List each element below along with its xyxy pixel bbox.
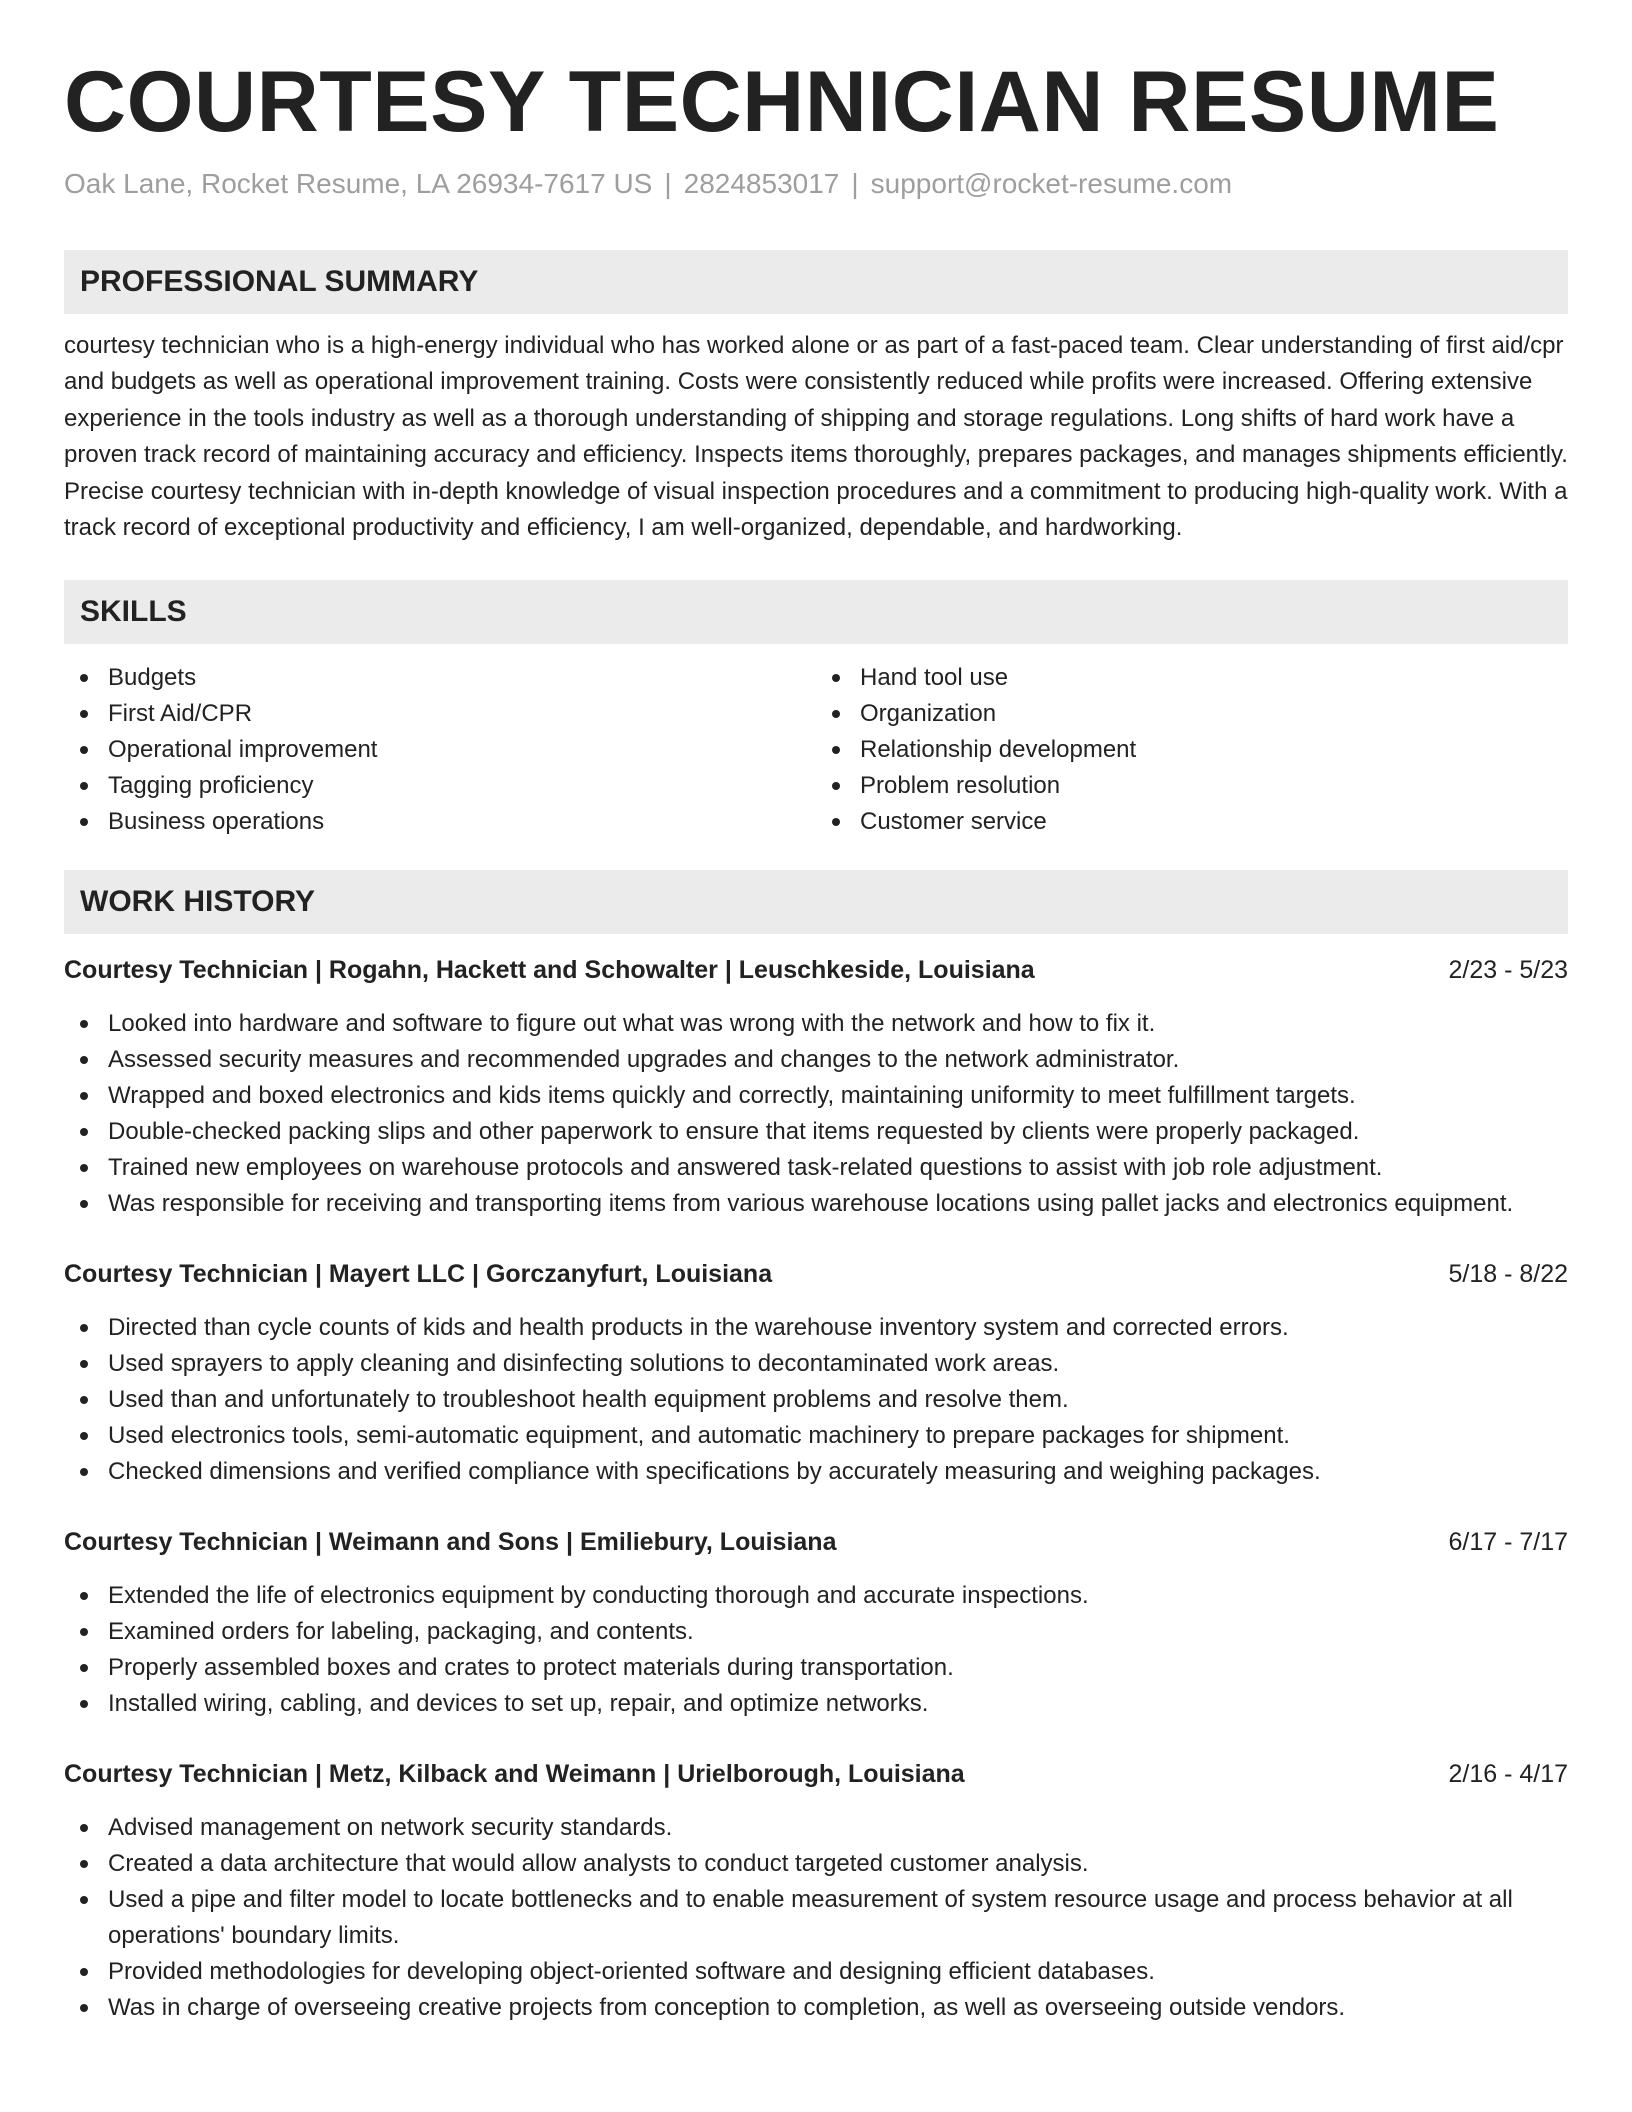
job-bullet: Was in charge of overseeing creative projects from conception to completion, as well as overseeing outside vendors. [64,1990,1568,2026]
job-entry [64,1756,1568,2026]
job-dates: 6/17 - 7/17 [1448,1528,1568,1557]
section-heading-work-history: WORK HISTORY [64,870,1568,934]
job-title: Courtesy Technician | Weimann and Sons | Emiliebury, Louisiana [64,1528,837,1557]
contact-address: Oak Lane, Rocket Resume, LA 26934-7617 US [64,168,653,199]
job-bullets [64,1310,1568,1490]
job-bullet: Used electronics tools, semi-automatic equipment, and automatic machinery to prepare packages for shipment. [64,1418,1568,1454]
job-header [64,1524,1568,1560]
job-bullet: Assessed security measures and recommended upgrades and changes to the network administrator. [64,1042,1568,1078]
summary-text: courtesy technician who is a high-energy individual who has worked alone or as part of a fast-paced team. Clear understanding of first aid/cpr and budgets as well as operational improvement training. Costs were consistently reduced while profits were increased. Offering extensive experience in the tools industry as well as a thorough understanding of shipping and storage regulations. Long shifts of hard work have a proven track record of maintaining accuracy and efficiency. Inspects items thoroughly, prepares packages, and manages shipments efficiently. Precise courtesy technician with in-depth knowledge of visual inspection procedures and a commitment to producing high-quality work. With a track record of exceptional productivity and efficiency, I am well-organized, dependable, and hardworking. [64,332,1568,542]
contact-line [64,166,1568,202]
skill-item: Customer service [816,804,1568,840]
section-heading-summary: PROFESSIONAL SUMMARY [64,250,1568,314]
skills-column-left [64,660,816,840]
skills-column-right [816,660,1568,840]
job-header [64,952,1568,988]
job-entry [64,952,1568,1222]
job-bullet: Used than and unfortunately to troubleshoot health equipment problems and resolve them. [64,1382,1568,1418]
job-bullets [64,1578,1568,1722]
job-bullets [64,1006,1568,1222]
job-dates: 5/18 - 8/22 [1448,1260,1568,1289]
job-dates: 2/16 - 4/17 [1448,1760,1568,1789]
job-bullet: Used sprayers to apply cleaning and disinfecting solutions to decontaminated work areas. [64,1346,1568,1382]
skill-item: Relationship development [816,732,1568,768]
job-bullet: Provided methodologies for developing object-oriented software and designing efficient databases. [64,1954,1568,1990]
job-bullet: Looked into hardware and software to figure out what was wrong with the network and how to fix it. [64,1006,1568,1042]
job-title: Courtesy Technician | Mayert LLC | Gorczanyfurt, Louisiana [64,1260,773,1289]
job-bullet: Extended the life of electronics equipment by conducting thorough and accurate inspections. [64,1578,1568,1614]
job-bullets [64,1810,1568,2026]
skill-item: First Aid/CPR [64,696,816,732]
job-bullet: Was responsible for receiving and transporting items from various warehouse locations using pallet jacks and electronics equipment. [64,1186,1568,1222]
job-bullet: Properly assembled boxes and crates to protect materials during transportation. [64,1650,1568,1686]
skill-item: Hand tool use [816,660,1568,696]
skill-item: Organization [816,696,1568,732]
skill-item: Operational improvement [64,732,816,768]
job-bullet: Created a data architecture that would allow analysts to conduct targeted customer analysis. [64,1846,1568,1882]
job-entry [64,1524,1568,1722]
skill-item: Budgets [64,660,816,696]
section-heading-skills: SKILLS [64,580,1568,644]
job-header [64,1256,1568,1292]
skill-item: Problem resolution [816,768,1568,804]
job-title: Courtesy Technician | Rogahn, Hackett and Schowalter | Leuschkeside, Louisiana [64,956,1035,985]
job-entry [64,1256,1568,1490]
job-bullet: Examined orders for labeling, packaging, and contents. [64,1614,1568,1650]
contact-email: support@rocket-resume.com [870,168,1233,199]
job-bullet: Installed wiring, cabling, and devices to set up, repair, and optimize networks. [64,1686,1568,1722]
job-title: Courtesy Technician | Metz, Kilback and Weimann | Urielborough, Louisiana [64,1760,965,1789]
skill-item: Business operations [64,804,816,840]
job-header [64,1756,1568,1792]
job-bullet: Directed than cycle counts of kids and health products in the warehouse inventory system and corrected errors. [64,1310,1568,1346]
contact-separator: | [664,168,672,199]
job-bullet: Advised management on network security standards. [64,1810,1568,1846]
resume-title: COURTESY TECHNICIAN RESUME [64,54,1500,150]
job-bullet: Trained new employees on warehouse protocols and answered task-related questions to assist with job role adjustment. [64,1150,1568,1186]
contact-phone: 2824853017 [683,168,840,199]
job-bullet: Double-checked packing slips and other paperwork to ensure that items requested by clients were properly packaged. [64,1114,1568,1150]
skill-item: Tagging proficiency [64,768,816,804]
job-bullet: Wrapped and boxed electronics and kids items quickly and correctly, maintaining uniformity to meet fulfillment targets. [64,1078,1568,1114]
job-dates: 2/23 - 5/23 [1448,956,1568,985]
contact-separator: | [851,168,859,199]
job-bullet: Checked dimensions and verified compliance with specifications by accurately measuring and weighing packages. [64,1454,1568,1490]
job-bullet: Used a pipe and filter model to locate bottlenecks and to enable measurement of system resource usage and process behavior at all operations' boundary limits. [64,1882,1568,1954]
skills-grid [64,660,1568,840]
